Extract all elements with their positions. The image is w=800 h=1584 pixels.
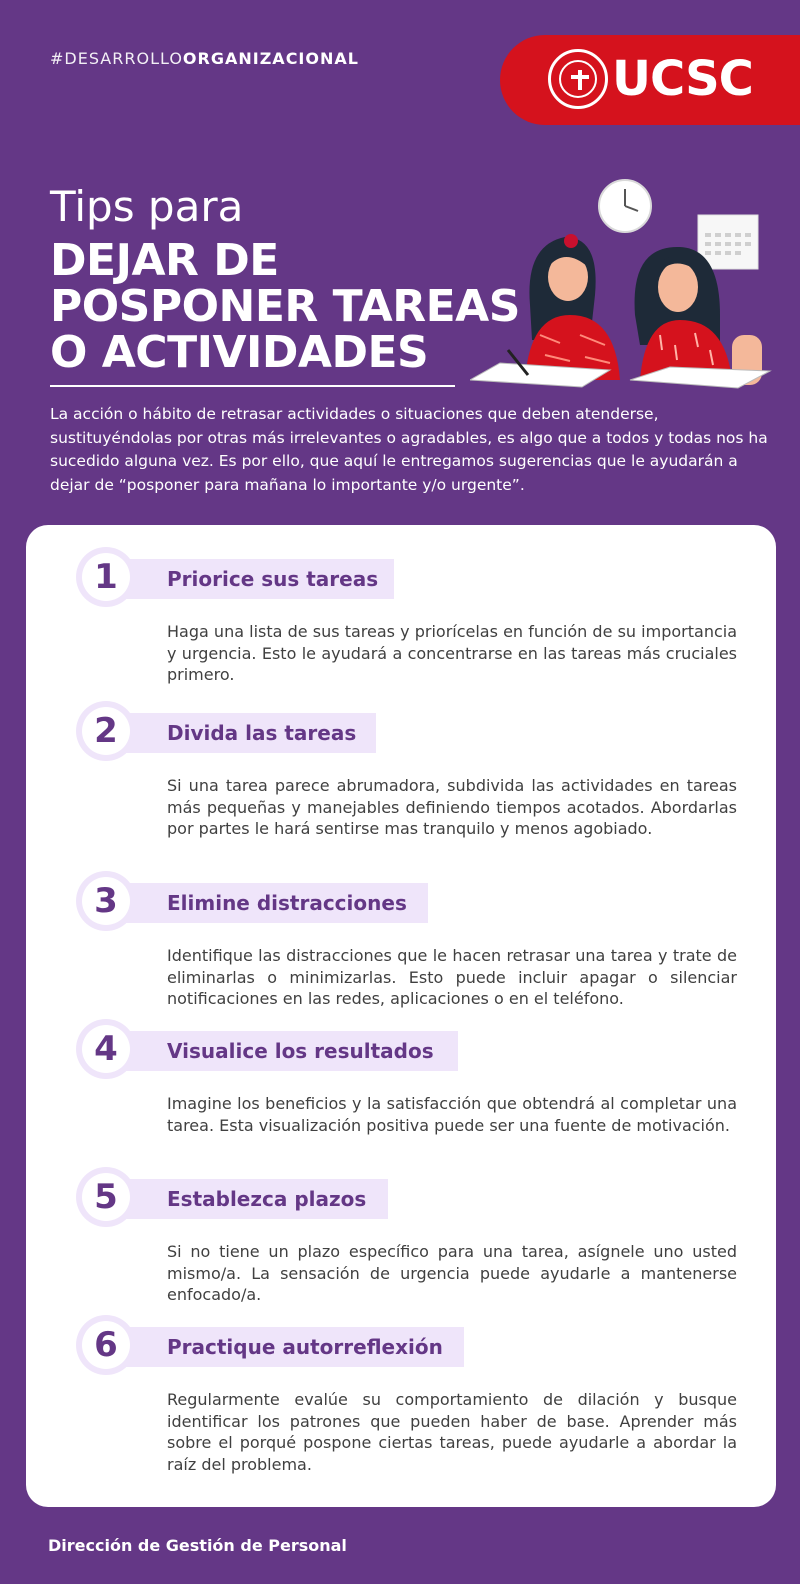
tip-item-5 [52, 1167, 752, 1306]
tip-item-1 [52, 547, 752, 686]
tip-body: Imagine los beneficios y la satisfacción que obtendrá al completar una tarea. Esta visualización positiva puede ser una fuente de motivación. [167, 1094, 737, 1135]
tip-title: Priorice sus tareas [167, 567, 379, 591]
tip-title: Establezca plazos [167, 1187, 367, 1211]
tips-card [26, 525, 776, 1507]
title-line-3: O ACTIVIDADES [50, 327, 429, 378]
tip-body: Haga una lista de sus tareas y priorícelas en función de su importancia y urgencia. Esto le ayudará a concentrarse en las tareas más cruciales primero. [167, 622, 737, 684]
hashtag-prefix: #DESARROLLO [50, 49, 183, 68]
tip-title: Practique autorreflexión [167, 1335, 443, 1359]
tip-item-4 [52, 1019, 752, 1136]
title-line-1: DEJAR DE [50, 235, 279, 286]
tip-number-badge: 4 [76, 1019, 136, 1079]
title-line-2: POSPONER TAREAS [50, 281, 520, 332]
tip-body: Si no tiene un plazo específico para una tarea, asígnele uno usted mismo/a. La sensación de urgencia puede ayudarle a mantenerse enfocado/a. [167, 1242, 737, 1304]
tip-body: Si una tarea parece abrumadora, subdivida las actividades en tareas más pequeñas y manejables definiendo tiempos acotados. Abordarlas por partes le hará sentirse mas tranquilo y menos agobiado. [167, 776, 737, 838]
tip-title: Elimine distracciones [167, 891, 407, 915]
tip-number-badge: 2 [76, 701, 136, 761]
intro-paragraph: La acción o hábito de retrasar actividades o situaciones que deben atenderse, sustituyéndolas por otras más irrelevantes o agradables, es algo que a todos y todas nos ha sucedido alguna vez. Es por ello, que aquí le entregamos sugerencias que le ayudarán a dejar de “posponer para mañana lo importante y/o urgente”. [50, 405, 768, 494]
tip-body: Regularmente evalúe su comportamiento de dilación y busque identificar los patrones que pueden haber de base. Aprender más sobre el porqué pospone ciertas tareas, puede ayudarle a abordar la raíz del problema. [167, 1390, 737, 1474]
tip-title: Divida las tareas [167, 721, 357, 745]
tip-number-badge: 6 [76, 1315, 136, 1375]
tip-number-badge: 5 [76, 1167, 136, 1227]
hashtag-label [50, 49, 359, 68]
tip-item-3 [52, 871, 752, 1010]
students-illustration [470, 175, 790, 400]
clock-icon [599, 180, 651, 232]
student-writing-figure [470, 234, 620, 387]
tip-title: Visualice los resultados [167, 1039, 434, 1063]
footer-department: Dirección de Gestión de Personal [48, 1536, 347, 1555]
title-divider [50, 385, 455, 387]
tip-number-badge: 1 [76, 547, 136, 607]
ucsc-logo [500, 35, 800, 125]
tip-number-badge: 3 [76, 871, 136, 931]
tip-body: Identifique las distracciones que le hacen retrasar una tarea y trate de eliminarlas o minimizarlas. Esto puede incluir apagar o silenciar notificaciones en las redes, aplicaciones o en el teléfono. [167, 946, 737, 1008]
hashtag-bold: ORGANIZACIONAL [182, 49, 359, 68]
logo-text: UCSC [612, 51, 753, 107]
university-seal-icon [548, 49, 608, 109]
tip-item-2 [52, 701, 752, 840]
page-title [50, 235, 530, 378]
title-small: Tips para [50, 182, 244, 231]
tip-item-6 [52, 1315, 752, 1475]
